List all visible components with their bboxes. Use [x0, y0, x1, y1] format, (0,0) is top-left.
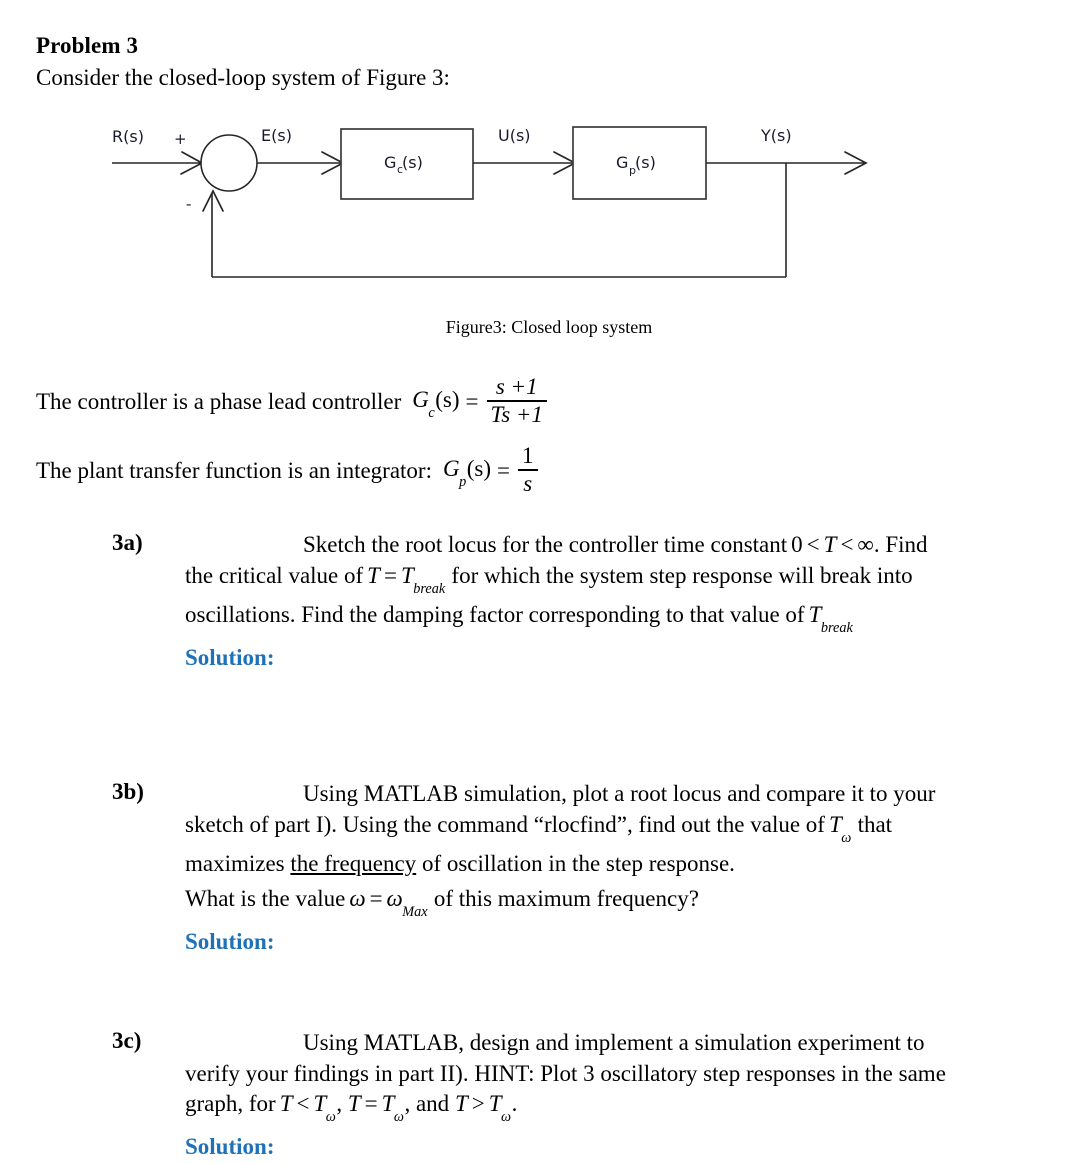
svg-text:(s): (s)	[635, 153, 656, 172]
q3b-m-w3: ω	[386, 886, 403, 912]
svg-text:p: p	[629, 164, 636, 177]
q3a-m-0: 0	[791, 532, 803, 557]
q3c-m-w3: ω	[501, 1109, 512, 1126]
plant-fraction	[518, 444, 538, 496]
plant-denominator: s	[523, 470, 533, 496]
q3c-m-lt: <	[296, 1091, 310, 1116]
q3c-m-T6: T	[488, 1091, 502, 1116]
q3c-m-T1: T	[279, 1091, 293, 1116]
q3b-m-T1: T	[828, 811, 842, 837]
q3c-m-w2: ω	[393, 1109, 404, 1126]
label-input-rs: R(s)	[112, 127, 144, 146]
plant-equation	[36, 445, 540, 497]
q3b-underlined-phrase: the frequency	[290, 850, 417, 876]
figure-caption: Figure3: Closed loop system	[445, 317, 653, 337]
q3a-m-lt1: <	[806, 532, 820, 557]
q3c-m-T3: T	[347, 1091, 361, 1116]
page-title: Problem 3	[36, 33, 139, 58]
question-3a-solution-label: Solution:	[185, 644, 275, 670]
question-3b-label: 3b)	[112, 779, 144, 804]
q3c-m-w1: ω	[325, 1109, 336, 1126]
q3b-text-5: of this maximum frequency?	[433, 886, 699, 912]
q3c-m-T5: T	[454, 1091, 468, 1116]
q3a-m-T1: T	[823, 532, 837, 557]
question-3b-solution-label: Solution:	[185, 929, 275, 955]
q3a-m-T2: T	[367, 562, 380, 588]
q3b-m-max: Max	[402, 904, 428, 921]
q3c-m-c1: ,	[336, 1091, 343, 1116]
q3b-text-1: Using MATLAB simulation, plot a root locus and compare it to your sketch of part I). Using the command “rlocfind”, find out the value of	[185, 781, 936, 837]
question-3c-solution-label: Solution:	[185, 1134, 275, 1160]
question-3c-body	[185, 1028, 957, 1163]
svg-text:G: G	[616, 153, 629, 172]
label-plus-sign: +	[174, 130, 187, 148]
q3a-m-break1: break	[413, 580, 446, 597]
controller-equation-text: The controller is a phase lead controller	[36, 388, 402, 414]
q3a-text-3: for which the system step response will break into oscillations. Find the damping factor corresponding to that value of	[185, 562, 913, 627]
question-3b-body	[185, 779, 957, 958]
svg-text:G: G	[384, 153, 397, 172]
controller-fraction	[487, 375, 547, 427]
q3c-m-period: .	[511, 1091, 518, 1116]
label-output-ys: Y(s)	[761, 126, 792, 145]
plant-numerator: 1	[522, 443, 534, 468]
controller-function: $G_c(s)$	[412, 386, 460, 421]
q3b-text-3: of oscillation in the step response.	[421, 850, 735, 876]
q3c-m-T4: T	[381, 1091, 395, 1116]
svg-text:(s): (s)	[402, 153, 423, 172]
closed-loop-block-diagram	[0, 110, 1080, 310]
q3b-m-eq: =	[369, 886, 383, 912]
question-3c-label: 3c)	[112, 1028, 142, 1053]
q3a-text-1: Sketch the root locus for the controller time constant	[303, 532, 788, 557]
q3b-second-paragraph	[185, 884, 957, 923]
plant-function: $G_p(s)$	[442, 455, 492, 490]
controller-equation	[36, 376, 549, 428]
q3c-m-gt: >	[471, 1091, 485, 1116]
q3c-m-eq: =	[364, 1091, 378, 1116]
q3a-m-T3: T	[400, 562, 414, 588]
plant-equals: =	[497, 457, 510, 483]
label-minus-sign: -	[186, 195, 192, 213]
label-control-us: U(s)	[498, 126, 531, 145]
intro-sentence: Consider the closed-loop system of Figure 3:	[36, 65, 450, 90]
q3c-m-c2: , and	[404, 1091, 450, 1116]
q3b-text-4: What is the value	[185, 886, 346, 912]
q3c-text-1: Using MATLAB, design and implement a simulation experiment to verify your findings in part II). HINT: Plot 3 oscillatory step responses in the same graph, for	[185, 1030, 946, 1116]
label-error-es: E(s)	[261, 126, 292, 145]
controller-denominator: Ts +1	[490, 401, 543, 427]
question-3a-label: 3a)	[112, 530, 143, 555]
q3a-m-T4: T	[808, 601, 822, 627]
plant-equation-text: The plant transfer function is an integrator:	[36, 457, 432, 483]
q3b-text-2: that maximizes	[185, 811, 893, 876]
q3a-m-inf: ∞	[857, 532, 874, 557]
q3a-text-2: . Find the critical value of	[185, 532, 928, 588]
q3a-m-eq: =	[383, 562, 397, 588]
q3c-m-T2: T	[313, 1091, 327, 1116]
svg-text:c: c	[397, 163, 404, 176]
q3b-m-w2: ω	[349, 886, 366, 912]
controller-numerator: s +1	[495, 374, 538, 399]
q3a-m-break2: break	[820, 619, 853, 636]
controller-equals: =	[465, 388, 479, 414]
q3a-m-lt2: <	[840, 532, 854, 557]
q3b-m-w1: ω	[841, 829, 852, 846]
question-3a-body	[185, 530, 957, 673]
